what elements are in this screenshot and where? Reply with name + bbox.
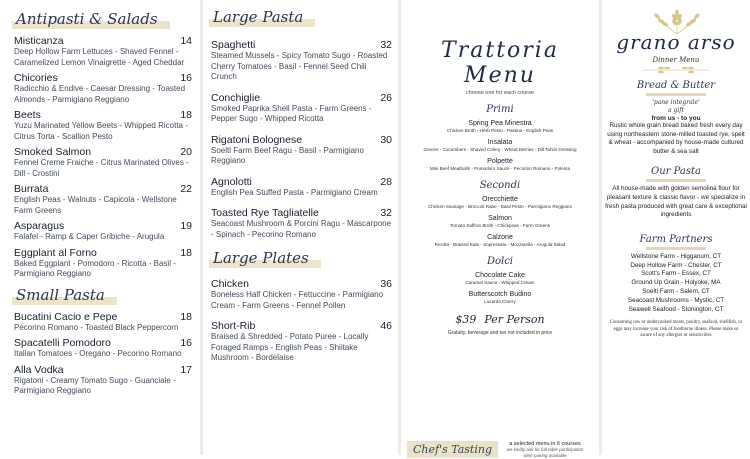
menu-item <box>14 109 192 142</box>
course-title: Secondi <box>479 180 521 191</box>
menu-item <box>14 337 192 360</box>
menu-item-name: Smoked Salmon <box>14 146 92 158</box>
chefs-tasting-line1: we kindly ask for full table participation <box>506 447 584 452</box>
menu-item-name: Conchiglie <box>211 91 261 104</box>
bread-text: Rustic whole grain bread baked fresh every day using northeastern stone-milled toasted rye, spelt & wheat - accompanied by house-made cultured butter & sea salt <box>607 122 745 155</box>
large-pasta-section-header <box>211 8 392 27</box>
menu-item-header <box>14 337 192 349</box>
menu-item-price: 16 <box>180 337 192 349</box>
partners-rule <box>646 247 706 250</box>
farm-partner: Soeltl Farm - Salem, CT <box>642 287 710 295</box>
menu-item-header <box>211 207 392 219</box>
course-dish-description: Greens - Cucumbers - Shaved Celery - Wheat Berries - Dill Tahini Dressing <box>423 147 577 152</box>
menu-item-header <box>211 39 392 51</box>
price-value: $39 <box>455 313 477 326</box>
menu-item-description: Steamed Mussels - Spicy Tomato Sugo - Roasted Cherry Tomatoes - Basil - Fennel Seed Chili Crunch <box>211 51 388 81</box>
bread-title: Bread & Butter <box>636 80 716 91</box>
menu-item-name: Alla Vodka <box>14 363 64 376</box>
bread-quote: 'pane integrale' <box>652 99 700 106</box>
menu-item-header <box>14 311 192 323</box>
antipasti-panel <box>0 0 200 455</box>
antipasti-list <box>14 35 192 280</box>
menu-item-description: Deep Hollow Farm Lettuces - Shaved Fennel - Caramelized Lemon Vinaigrette - Aged Cheddar <box>14 47 185 67</box>
menu-item-price: 18 <box>180 109 192 121</box>
menu-item-name: Short-Rib <box>211 320 256 332</box>
course-dish-description: Chicken Sausage - Broccoli Rabe - Basil Pesto - Parmigiano Reggiano <box>427 204 572 209</box>
grano-subtitle: Dinner Menu <box>652 56 700 64</box>
trattoria-courses <box>401 104 599 305</box>
bread-from: from us - to you <box>651 115 701 122</box>
pasta-title: Our Pasta <box>651 166 701 178</box>
menu-item <box>211 92 392 125</box>
course-dish-name: Calzone <box>487 234 513 241</box>
menu-item-description: Baked Eggplant - Pomodoro - Ricotta - Basil - Parmigiano Reggiano <box>14 258 176 278</box>
course-dish-description: Caramel Sauce - Whipped Cream <box>465 280 535 285</box>
menu-item-price: 16 <box>180 72 192 84</box>
menu-item-description: Italian Tomatoes - Oregano - Pecorino Romano <box>14 349 182 358</box>
pasta-rule <box>646 179 706 182</box>
trattoria-subtitle: choose one for each course <box>466 90 534 96</box>
grano-title: grano arso <box>616 30 736 54</box>
menu-item-price: 18 <box>180 246 192 259</box>
menu-item-description: Fennel Creme Fraiche - Citrus Marinated Olives - Dill - Crostini <box>14 158 189 178</box>
course-dish-description: Ricotta - Braised Kale - Sopressata - Mozzarella - Arugula Salad <box>434 242 566 247</box>
allergy-footnote: Consuming raw or undercooked meats, poultry, seafood, shellfish, or eggs may increase your risk of foodborne illness. Please make us aware of any allergies or sensitivities <box>609 320 743 338</box>
menu-item <box>211 278 392 311</box>
menu-item-description: Braised & Shredded - Potato Puree - Locally Foraged Ramps - English Peas - Shiitake Mushroom - Bordelaise <box>211 332 369 362</box>
wheat-icon <box>642 8 712 36</box>
bread-rule <box>646 93 706 96</box>
menu-item-name: Toasted Rye Tagliatelle <box>211 207 319 219</box>
menu-item-price: 20 <box>180 146 192 158</box>
menu-item-header <box>211 278 392 290</box>
menu-item-name: Beets <box>14 109 41 121</box>
large-pasta-title: Large Pasta <box>211 8 309 26</box>
menu-item-price: 18 <box>180 310 192 323</box>
menu-item-name: Burrata <box>14 183 49 195</box>
menu-item-price: 32 <box>380 39 392 51</box>
course-title: Primi <box>486 104 514 115</box>
menu-item <box>14 364 192 397</box>
menu-item <box>14 220 192 243</box>
menu-item <box>14 247 192 280</box>
large-plates-list <box>211 278 392 364</box>
menu-item-name: Eggplant al Forno <box>14 246 97 259</box>
menu-item-description: Radicchio & Endive - Caesar Dressing - Toasted Almonds - Parmigiano Reggiano <box>14 84 186 104</box>
menu-item-header <box>211 320 392 332</box>
small-pasta-title: Small Pasta <box>14 286 111 304</box>
menu-item-name: Rigatoni Bolognese <box>211 133 303 146</box>
menu-item-description: English Pea Stuffed Pasta - Parmigiano Cream <box>211 187 378 197</box>
antipasti-title: Antipasti & Salads <box>14 10 164 28</box>
menu-item-header <box>211 134 392 146</box>
menu-item-header <box>14 72 192 84</box>
small-pasta-list <box>14 311 192 397</box>
chefs-tasting-text <box>495 441 595 459</box>
menu-item-name: Misticanza <box>14 35 64 47</box>
menu-item-price: 26 <box>380 91 392 104</box>
large-pasta-list <box>211 39 392 240</box>
menu-item-description: Rigatoni - Creamy Tomato Sugo - Guanciale - Parmigiano Reggiano <box>14 375 176 395</box>
gratuity-note: Gratuity, beverage and tax not included in price <box>447 330 553 336</box>
course-dish-name: Salmon <box>488 215 512 222</box>
menu-item-header <box>14 183 192 195</box>
course-dish-name: Polpette <box>487 158 513 165</box>
chefs-tasting-main: a selected menu in 6 courses <box>509 441 581 447</box>
small-pasta-section-header <box>14 286 192 305</box>
course-dish-name: Spring Pea Minestra <box>468 120 532 127</box>
menu-item-header <box>14 364 192 376</box>
menu-item-header <box>14 220 192 232</box>
menu-item-price: 28 <box>380 175 392 188</box>
course-dish-name: Insalata <box>487 139 513 146</box>
farm-partner: Seawell Seafood - Stonington, CT <box>628 305 724 313</box>
menu-item-name: Spacatelli Pomodoro <box>14 337 111 349</box>
grano-panel <box>602 0 750 455</box>
trattoria-title: Trattoria Menu <box>441 38 559 88</box>
menu-item-name: Chicken <box>211 278 249 290</box>
menu-item <box>14 183 192 216</box>
menu-item <box>211 176 392 199</box>
menu-item-price: 22 <box>180 183 192 195</box>
menu-item-description: Smoked Paprika Shell Pasta - Farm Greens - Pepper Sugo - Whipped Ricotta <box>211 103 372 123</box>
menu-item <box>14 146 192 179</box>
menu-item-header <box>211 176 392 188</box>
menu-item-price: 14 <box>180 35 192 47</box>
bread-gift: a gift <box>668 107 684 114</box>
farm-partner: Deep Hollow Farm - Chester, CT <box>630 261 722 269</box>
menu-item-name: Chicories <box>14 72 58 84</box>
menu-item-header <box>14 35 192 47</box>
menu-item-description: Pecorino Romano - Toasted Black Peppercorn <box>14 322 179 332</box>
chefs-tasting-title: Chef's Tasting <box>407 441 498 458</box>
menu-item <box>14 311 192 334</box>
menu-item-price: 46 <box>380 320 392 332</box>
menu-item-header <box>14 109 192 121</box>
price-unit: Per Person <box>484 313 545 326</box>
prix-fixe-price <box>401 313 599 326</box>
large-plates-section-header <box>211 249 392 268</box>
menu-item <box>211 320 392 364</box>
course-dish-description: Chicken Broth - Herb Pesto - Pastina - English Peas <box>446 128 554 133</box>
course-dish-description: Luxardo Cherry <box>484 299 516 304</box>
chefs-tasting-line2: wine pairing available <box>523 453 567 458</box>
course-dish-name: Orecchiette <box>482 196 518 203</box>
menu-item-header <box>14 247 192 259</box>
large-plates-title: Large Plates <box>211 249 315 267</box>
pasta-text: All house-made with golden semolina flour for pleasant texture & classic flavor - we specialize in fresh pasta produced with great care & exceptional ingredients <box>605 185 747 219</box>
menu-item-description: Falafel - Ramp & Caper Gribiche - Arugula <box>14 232 165 241</box>
partners-title: Farm Partners <box>639 233 713 245</box>
course-dish-name: Butterscotch Budino <box>468 291 532 298</box>
course-dish-description: Tomato Saffron Broth - Chickpeas - Farm Greens <box>450 223 550 228</box>
farm-partner: Wellstone Farm - Higganum, CT <box>630 252 722 260</box>
course-dish-description: Mini Beef Meatballs - Pomodoro Sauce - Pecorino Romano - Polenta <box>429 166 571 171</box>
menu-item-description: English Peas - Walnuts - Capicola - Wellstone Farm Greens <box>14 195 177 215</box>
menu-item-price: 17 <box>180 363 192 376</box>
antipasti-section-header <box>14 10 192 29</box>
menu-item-header <box>211 92 392 104</box>
menu-item-description: Seacoast Mushroom & Porcini Ragu - Mascarpone - Spinach - Pecorino Romano <box>211 219 392 239</box>
partners-list <box>602 253 750 315</box>
menu-item-description: Boneless Half Chicken - Fettuccine - Parmigiano Cream - Farm Greens - Fennel Pollen <box>211 290 384 310</box>
menu-item-description: Yuzu Marinated Yellow Beets - Whipped Ricotta - Citrus Torta - Scallion Pesto <box>14 121 188 141</box>
menu-item-header <box>14 146 192 158</box>
course-title: Dolci <box>486 256 514 267</box>
menu-item-name: Agnolotti <box>211 175 252 188</box>
farm-partner: Ground Up Grain - Holyoke, MA <box>631 279 721 287</box>
menu-item <box>211 39 392 83</box>
menu-item-name: Bucatini Cacio e Pepe <box>14 310 118 323</box>
menu-item <box>14 35 192 68</box>
menu-item-price: 19 <box>180 220 192 232</box>
menu-item <box>211 207 392 240</box>
menu-item <box>14 72 192 105</box>
menu-item <box>211 134 392 167</box>
menu-item-name: Asparagus <box>14 220 65 232</box>
menu-item-name: Spaghetti <box>211 39 256 51</box>
trattoria-panel <box>401 0 599 458</box>
farm-partner: Seacoast Mushrooms - Mystic, CT <box>627 296 725 304</box>
menu-item-price: 30 <box>380 133 392 146</box>
wheat-divider-icon <box>641 64 711 76</box>
menu-item-price: 36 <box>380 278 392 290</box>
menu-item-price: 32 <box>380 207 392 219</box>
menu-item-description: Soeltl Farm Beef Ragu - Basil - Parmigiano Reggiano <box>211 145 364 165</box>
large-pasta-panel <box>203 0 398 455</box>
course-dish-name: Chocolate Cake <box>475 272 525 279</box>
farm-partner: Scott's Farm - Essex, CT <box>641 270 711 278</box>
